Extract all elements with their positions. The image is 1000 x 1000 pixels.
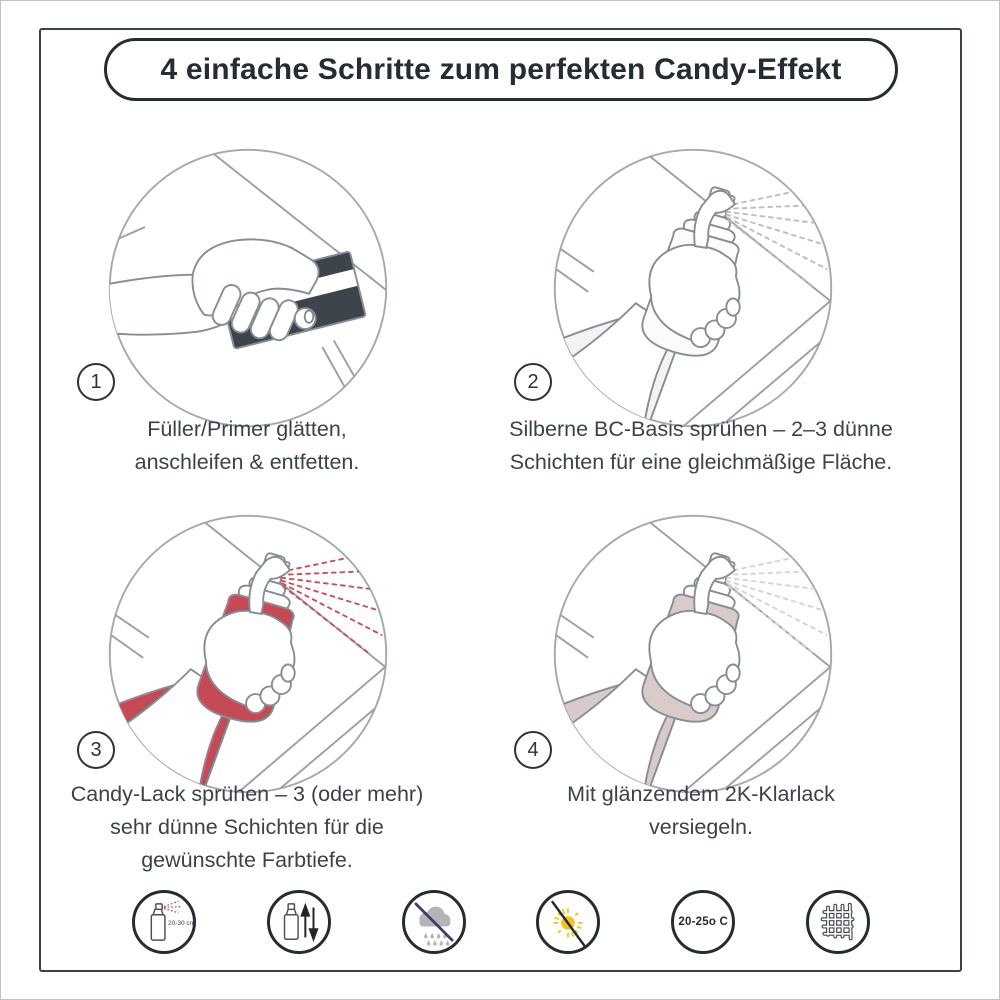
no-direct-sun-icon: [536, 890, 600, 954]
sanding-hand-illustration: [105, 145, 391, 431]
shake-can-glyph: [270, 893, 328, 951]
caption-line: Mit glänzendem 2K-Klarlack: [567, 782, 835, 806]
caption-line: gewünschte Farbtiefe.: [141, 848, 353, 872]
sun-glyph: [539, 893, 597, 951]
spray-distance-label: 20-30 cm: [168, 920, 196, 927]
caption-line: Candy-Lack sprühen – 3 (oder mehr): [70, 782, 424, 806]
caption-line: Schichten für eine gleichmäßige Fläche.: [509, 450, 893, 474]
footer-icon-row: [132, 890, 870, 954]
caption-line: Füller/Primer glätten,: [147, 417, 347, 441]
step-caption-1: [17, 413, 477, 479]
step-number-badge-1: 1: [77, 363, 115, 401]
caption-line: sehr dünne Schichten für die: [110, 815, 384, 839]
spray-can-illustration-red: [105, 511, 391, 797]
mesh-grid-glyph: [809, 893, 867, 951]
step-number-badge-2: 2: [514, 363, 552, 401]
spray-can-illustration-silver: [550, 145, 836, 431]
step-caption-3: [17, 778, 477, 877]
caption-line: anschleifen & entfetten.: [134, 450, 360, 474]
step-number-badge-4: 4: [514, 731, 552, 769]
step-caption-4: [471, 778, 931, 844]
caption-line: Silberne BC-Basis sprühen – 2–3 dünne: [509, 417, 893, 441]
caption-line: versiegeln.: [649, 815, 753, 839]
no-rain-icon: [402, 890, 466, 954]
temperature-icon: [671, 890, 735, 954]
step-caption-2: [471, 413, 931, 479]
spray-distance-icon: [132, 890, 196, 954]
rain-cloud-glyph: [405, 893, 463, 951]
spray-can-illustration-clear: [550, 511, 836, 797]
page-title: 4 einfache Schritte zum perfekten Candy-Effekt: [104, 38, 898, 101]
step-number-badge-3: 3: [77, 731, 115, 769]
mesh-icon: [806, 890, 870, 954]
shake-can-icon: [267, 890, 331, 954]
temperature-label: 20-25o C: [678, 916, 728, 928]
